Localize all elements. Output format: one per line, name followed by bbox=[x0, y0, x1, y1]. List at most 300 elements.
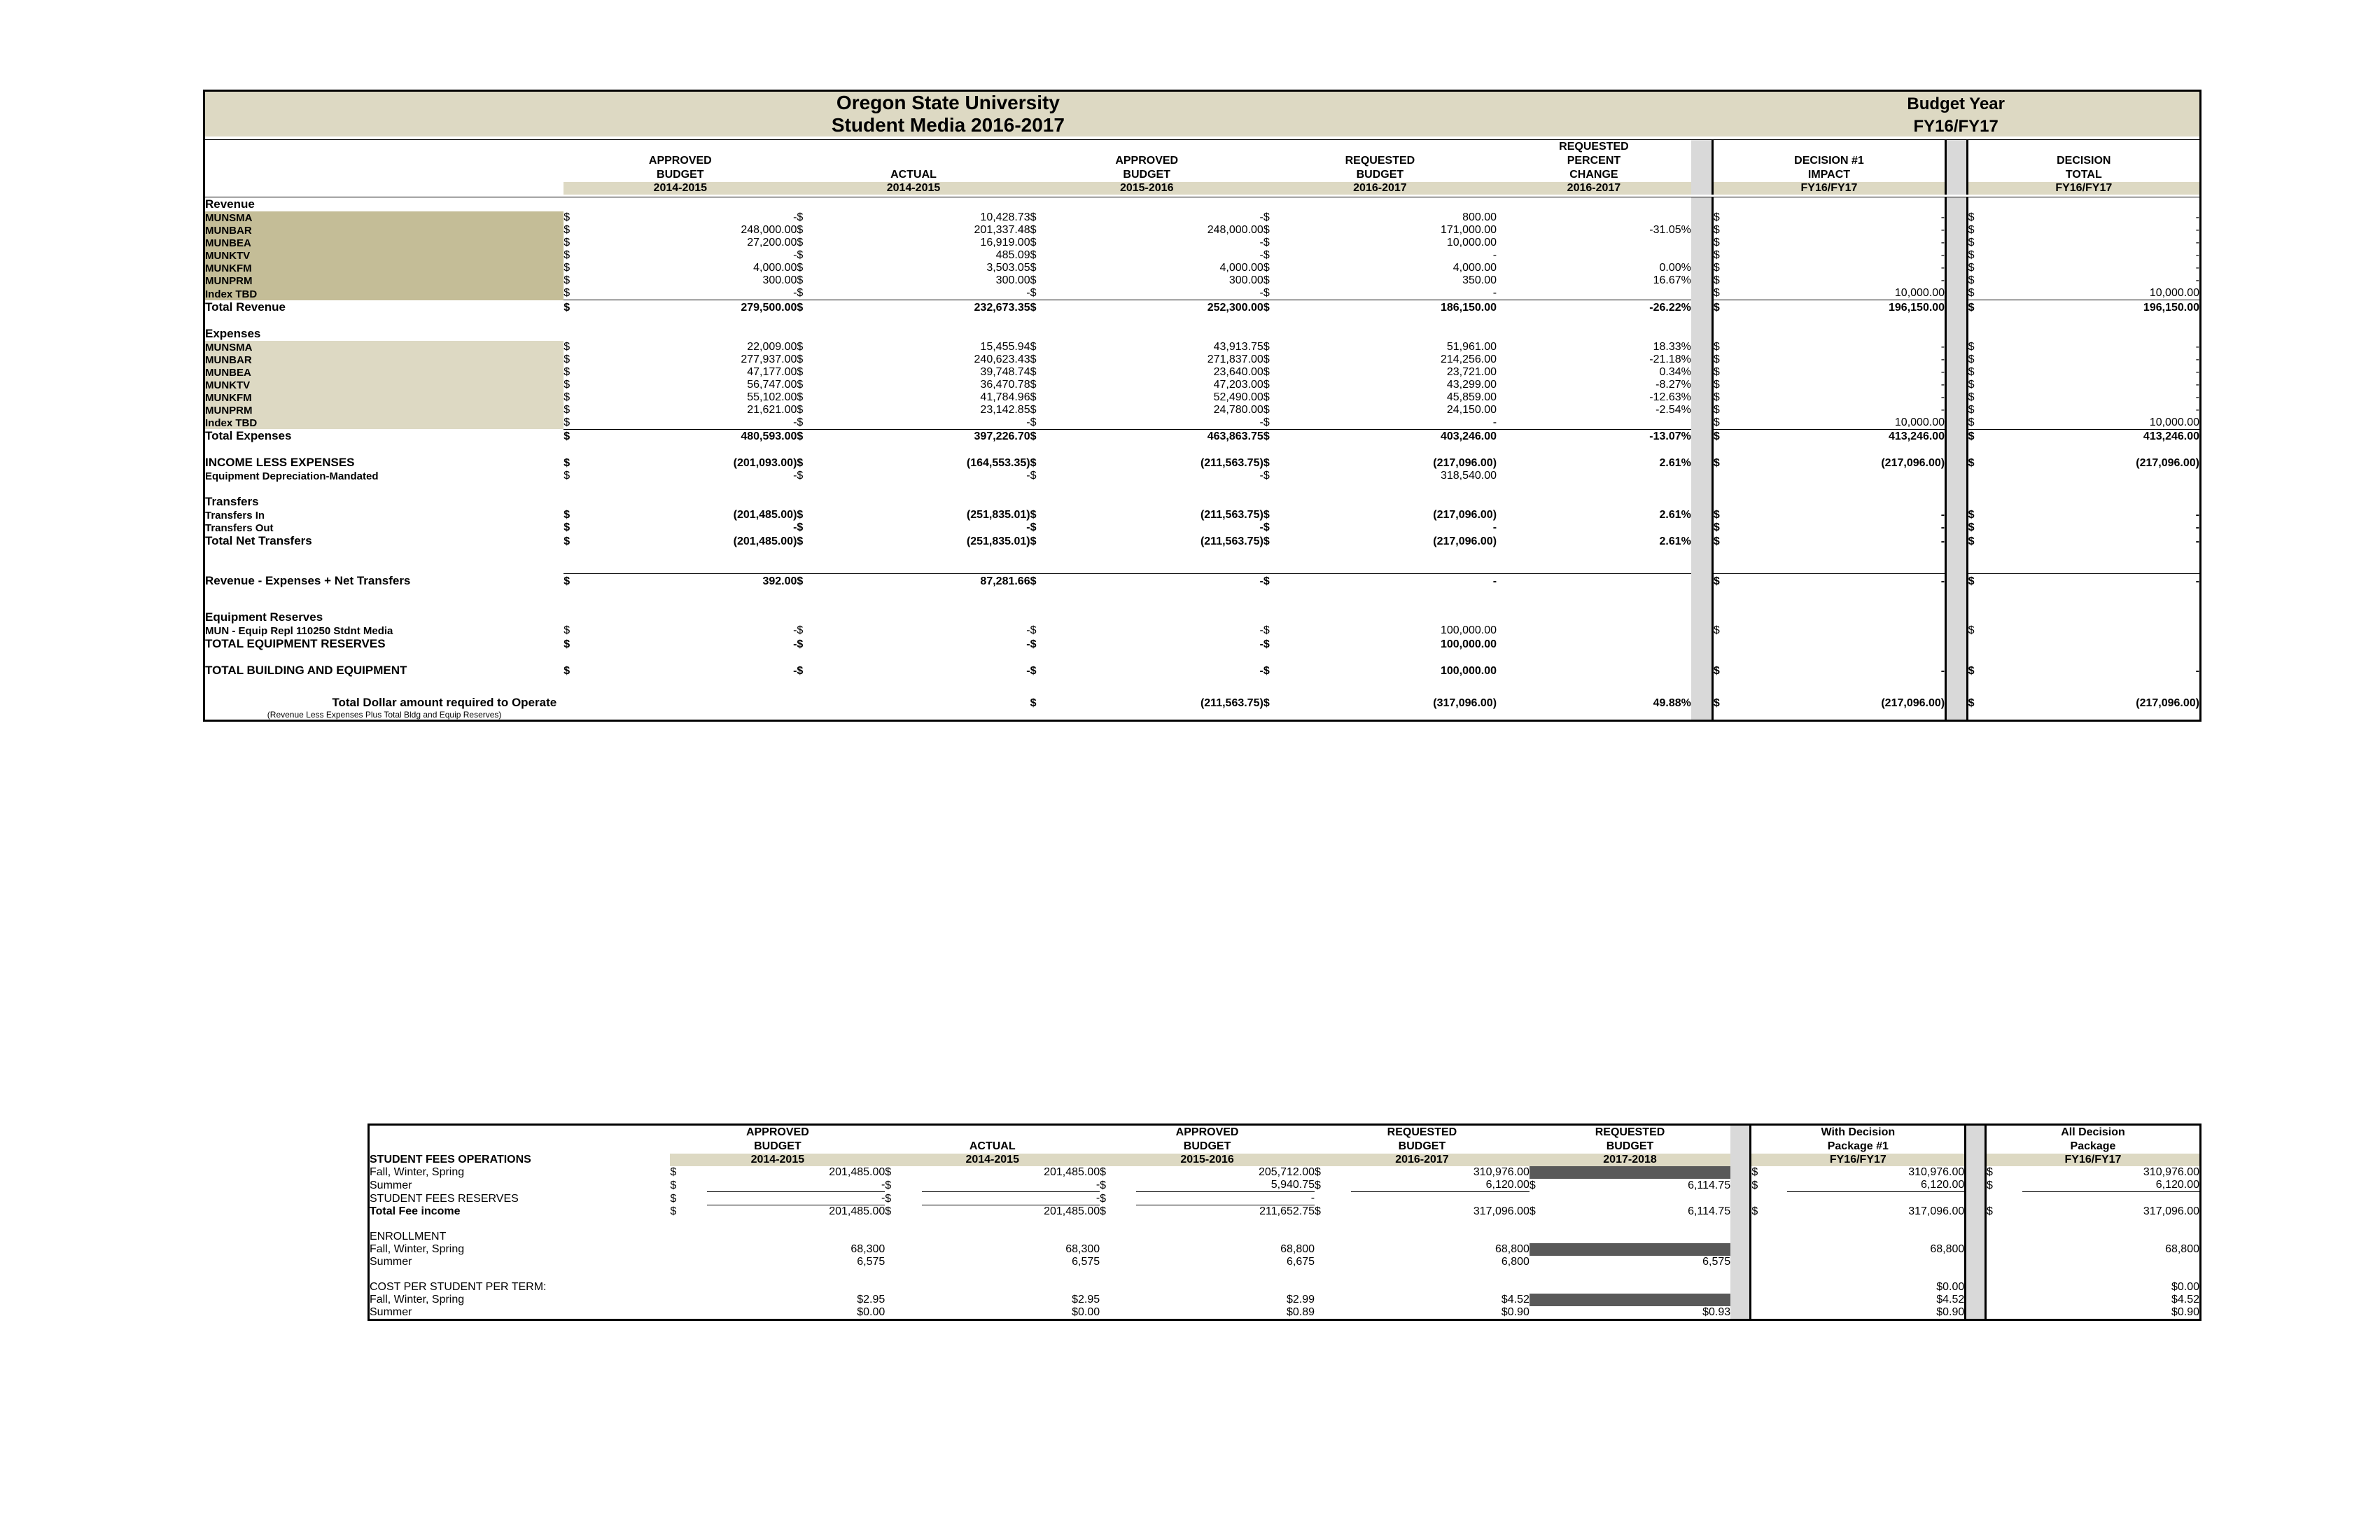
cell-decision-1: 196,150.00 bbox=[1751, 300, 1946, 314]
cell-decision-1: - bbox=[1940, 522, 1945, 533]
dollar-sign: $ bbox=[1030, 237, 1037, 248]
equip-repl-label: MUN - Equip Repl 110250 Stdnt Media bbox=[205, 624, 393, 637]
lcol2-year: 2015-2016 bbox=[1100, 1154, 1315, 1166]
cell-approved-2014: 392.00 bbox=[603, 574, 797, 588]
dollar-sign: $ bbox=[885, 1179, 892, 1191]
cell-decision-total: (217,096.00) bbox=[2136, 457, 2199, 469]
cell-approved-2014: 68,300 bbox=[850, 1243, 886, 1255]
cell-approved-2014: 56,747.00 bbox=[747, 378, 797, 391]
dollar-sign: $ bbox=[797, 416, 804, 428]
spacer bbox=[204, 443, 2201, 456]
dollar-sign: $ bbox=[1264, 300, 1303, 314]
dollar-sign: $ bbox=[1967, 249, 2006, 262]
dollar-sign: $ bbox=[1967, 341, 2006, 354]
dollar-sign: $ bbox=[1030, 403, 1037, 416]
cell-approved-2015: - bbox=[1259, 237, 1264, 248]
dollar-sign: $ bbox=[1263, 274, 1270, 286]
cell-percent-change: 18.33% bbox=[1653, 340, 1691, 353]
cell-requested-2016: 100,000.00 bbox=[1440, 638, 1497, 650]
dollar-sign: $ bbox=[1967, 354, 2006, 366]
cell-approved-2015: - bbox=[1069, 574, 1264, 588]
enrollment-fws-row bbox=[369, 1243, 2201, 1256]
dollar-sign: $ bbox=[1967, 429, 2006, 443]
dollar-sign: $ bbox=[1967, 456, 2006, 470]
lower-header-line1 bbox=[369, 1125, 2201, 1140]
dollar-sign: $ bbox=[1030, 262, 1037, 274]
cell-approved-2015: 23,640.00 bbox=[1213, 365, 1264, 378]
table-row bbox=[204, 274, 2201, 287]
dollar-sign: $ bbox=[1712, 274, 1751, 287]
cell-requested-2016: 171,000.00 bbox=[1440, 224, 1497, 236]
dollar-sign: $ bbox=[670, 1192, 677, 1205]
cell-actual-2014: 68,300 bbox=[1065, 1243, 1100, 1255]
cell-decision-1: 10,000.00 bbox=[1894, 287, 1945, 299]
cell-with-decision: $4.52 bbox=[1751, 1294, 1966, 1306]
dollar-sign: $ bbox=[1712, 287, 1751, 300]
total-revenue-row bbox=[204, 300, 2201, 314]
row-label: MUNPRM bbox=[204, 404, 564, 416]
dollar-sign: $ bbox=[1985, 1166, 2022, 1179]
cell-approved-2014: - bbox=[793, 249, 797, 261]
cost-summer-row bbox=[369, 1306, 2201, 1320]
cell-approved-2015: (211,563.75) bbox=[1200, 696, 1264, 709]
dollar-sign: $ bbox=[1967, 287, 2006, 300]
dollar-sign: $ bbox=[564, 340, 570, 353]
dollar-sign: $ bbox=[797, 274, 804, 286]
cell-actual-2014: 36,470.78 bbox=[980, 378, 1030, 391]
cell-approved-2014: 6,575 bbox=[857, 1256, 886, 1268]
cell-approved-2015: - bbox=[1259, 287, 1264, 299]
cell-requested-2016: 310,976.00 bbox=[1473, 1166, 1530, 1178]
dollar-sign: $ bbox=[1712, 391, 1751, 404]
dollar-sign: $ bbox=[1315, 1166, 1321, 1178]
table-row bbox=[204, 391, 2201, 404]
cell-requested-2016: 43,299.00 bbox=[1446, 378, 1497, 391]
cell-with-decision bbox=[1751, 1256, 1966, 1268]
cell-actual-2014: - bbox=[1026, 638, 1030, 650]
title-gap bbox=[1691, 91, 1713, 115]
col3-l3: BUDGET bbox=[1356, 169, 1404, 181]
dollar-sign: $ bbox=[1100, 1192, 1107, 1205]
dollar-sign: $ bbox=[1263, 365, 1270, 378]
col3-year: 2016-2017 bbox=[1264, 182, 1497, 195]
dollar-sign: $ bbox=[564, 522, 570, 533]
dollar-sign: $ bbox=[1967, 211, 2006, 224]
dollar-sign: $ bbox=[1030, 353, 1037, 365]
lcol0-year: 2014-2015 bbox=[670, 1154, 885, 1166]
col5-l2: DECISION #1 bbox=[1712, 154, 1945, 168]
fees-reserves-row bbox=[369, 1192, 2201, 1205]
dollar-sign: $ bbox=[1712, 416, 1751, 430]
cell-approved-2014: 277,937.00 bbox=[741, 353, 797, 365]
cell-decision-1: - bbox=[1940, 664, 1945, 677]
dollar-sign: $ bbox=[1712, 237, 1751, 249]
cell-requested-2016: 23,721.00 bbox=[1446, 365, 1497, 378]
col0-l1 bbox=[564, 140, 797, 155]
cell-approved-2015: 5,940.75 bbox=[1136, 1179, 1315, 1192]
cell-actual-2014: 485.09 bbox=[995, 249, 1030, 261]
dollar-sign: $ bbox=[1030, 664, 1037, 677]
cell-actual-2014: 232,673.35 bbox=[836, 300, 1030, 314]
enrollment-label: ENROLLMENT bbox=[370, 1231, 447, 1242]
cell-requested-2017: $0.93 bbox=[1702, 1306, 1731, 1318]
cell-decision-1: - bbox=[1751, 574, 1946, 588]
total-equipment-reserves-label: TOTAL EQUIPMENT RESERVES bbox=[205, 636, 386, 650]
cell-actual-2014: 201,485.00 bbox=[1044, 1205, 1100, 1217]
col-header-years bbox=[204, 182, 2201, 195]
cell-decision-total: - bbox=[2195, 522, 2199, 533]
dollar-sign: $ bbox=[797, 211, 804, 223]
spacer bbox=[369, 1268, 2201, 1281]
dollar-sign: $ bbox=[885, 1192, 892, 1205]
dollar-sign: $ bbox=[564, 509, 570, 521]
dollar-sign: $ bbox=[797, 470, 804, 482]
dollar-sign: $ bbox=[885, 1166, 892, 1178]
cell-approved-2015: - bbox=[1259, 624, 1264, 636]
cell-actual-2014: 397,226.70 bbox=[836, 429, 1030, 443]
dollar-sign: $ bbox=[1967, 300, 2006, 314]
col-header-line1 bbox=[204, 140, 2201, 155]
col4-l3: CHANGE bbox=[1569, 169, 1618, 181]
row-label: MUNSMA bbox=[204, 211, 564, 224]
cell-requested-2016: 100,000.00 bbox=[1440, 624, 1497, 636]
budget-table bbox=[203, 90, 2202, 722]
cell-decision-1: - bbox=[1940, 211, 1945, 223]
cell-approved-2015: 4,000.00 bbox=[1219, 262, 1264, 274]
dollar-sign: $ bbox=[797, 353, 804, 365]
expenses-section-header bbox=[204, 327, 2201, 341]
cell-requested-2016: $0.90 bbox=[1501, 1306, 1530, 1318]
cell-approved-2015: 52,490.00 bbox=[1213, 391, 1264, 403]
dollar-sign: $ bbox=[1967, 416, 2006, 430]
cell-actual-2014: - bbox=[1026, 470, 1030, 482]
dollar-sign: $ bbox=[564, 624, 570, 636]
cell-approved-2014: - bbox=[793, 470, 797, 482]
cell-percent-change: -12.63% bbox=[1649, 391, 1691, 403]
revenue-label: Revenue bbox=[205, 197, 255, 211]
subtitle-gap bbox=[1691, 114, 1713, 136]
row-label: MUNKTV bbox=[204, 249, 564, 262]
dollar-sign: $ bbox=[1315, 1179, 1321, 1191]
cell-actual-2014: $2.95 bbox=[1072, 1294, 1100, 1306]
cell-actual-2014: 201,337.48 bbox=[974, 224, 1030, 236]
cost-header-row bbox=[369, 1281, 2201, 1294]
lcol3-l2: BUDGET bbox=[1398, 1140, 1446, 1152]
dollar-sign: $ bbox=[1263, 353, 1270, 365]
cell-approved-2014: 47,177.00 bbox=[747, 365, 797, 378]
dollar-sign: $ bbox=[1967, 274, 2006, 287]
cell-requested-2016: 214,256.00 bbox=[1440, 353, 1497, 365]
cell-approved-2015: 271,837.00 bbox=[1207, 353, 1264, 365]
dollar-sign: $ bbox=[564, 536, 570, 547]
dollar-sign: $ bbox=[564, 470, 570, 482]
dollar-sign: $ bbox=[1712, 429, 1751, 443]
lcol1-year: 2014-2015 bbox=[885, 1154, 1100, 1166]
dollar-sign: $ bbox=[1751, 1179, 1787, 1192]
dollar-sign: $ bbox=[1030, 340, 1037, 353]
cell-with-decision: $0.00 bbox=[1751, 1281, 1966, 1294]
table-row bbox=[204, 249, 2201, 262]
row-label: MUNSMA bbox=[204, 341, 564, 354]
cell-actual-2014: $0.00 bbox=[1072, 1306, 1100, 1318]
cell-requested-2017: 6,575 bbox=[1702, 1256, 1731, 1268]
total-net-transfers-label: Total Net Transfers bbox=[205, 534, 312, 547]
row-label: MUNBEA bbox=[204, 237, 564, 249]
spacer bbox=[369, 1218, 2201, 1231]
table-row bbox=[204, 404, 2201, 416]
cell-percent-change bbox=[1497, 664, 1691, 678]
dollar-sign: $ bbox=[564, 211, 570, 223]
cell-percent-change: 49.88% bbox=[1653, 696, 1691, 709]
transfers-in-row bbox=[204, 509, 2201, 522]
cell-actual-2014: 39,748.74 bbox=[980, 365, 1030, 378]
dollar-sign: $ bbox=[1030, 249, 1037, 261]
cell-requested-2016: (217,096.00) bbox=[1433, 536, 1497, 547]
cell-approved-2014: - bbox=[793, 416, 797, 428]
dollar-sign: $ bbox=[797, 536, 804, 547]
cell-decision-1: 10,000.00 bbox=[1894, 416, 1945, 428]
dollar-sign: $ bbox=[1967, 404, 2006, 416]
col1-l1 bbox=[797, 140, 1030, 155]
cell-approved-2014: - bbox=[793, 522, 797, 533]
dollar-sign: $ bbox=[797, 574, 836, 588]
dollar-sign: $ bbox=[797, 224, 804, 236]
total-equipment-reserves-row bbox=[204, 637, 2201, 651]
cell-with-decision: 317,096.00 bbox=[1908, 1205, 1965, 1217]
cell-all-decision: 6,120.00 bbox=[2022, 1179, 2201, 1192]
dollar-sign: $ bbox=[797, 300, 836, 314]
net-row-label: Revenue - Expenses + Net Transfers bbox=[205, 573, 411, 587]
cell-approved-2014: (201,093.00) bbox=[733, 457, 797, 469]
cell-decision-1: - bbox=[1940, 509, 1945, 521]
dollar-sign: $ bbox=[797, 249, 804, 261]
dollar-sign: $ bbox=[1751, 1205, 1787, 1219]
table-row bbox=[204, 341, 2201, 354]
total-operate-note: (Revenue Less Expenses Plus Total Bldg and Equip Reserves) bbox=[267, 709, 502, 720]
col4-l2: PERCENT bbox=[1567, 155, 1621, 167]
dollar-sign: $ bbox=[1263, 624, 1270, 636]
lcol6-year: FY16/FY17 bbox=[1985, 1154, 2200, 1166]
lcol3-year: 2016-2017 bbox=[1315, 1154, 1530, 1166]
dollar-sign: $ bbox=[1712, 341, 1751, 354]
cell-approved-2014: 4,000.00 bbox=[753, 262, 797, 274]
dollar-sign: $ bbox=[797, 509, 804, 521]
cell-requested-2016: 350.00 bbox=[1462, 274, 1497, 286]
cell-decision-1: - bbox=[1940, 536, 1945, 547]
unit-title: Student Media 2016-2017 bbox=[204, 114, 1691, 136]
cell-percent-change: 0.00% bbox=[1659, 262, 1691, 274]
dollar-sign: $ bbox=[1712, 262, 1751, 274]
row-label: MUNPRM bbox=[204, 274, 564, 287]
dollar-sign: $ bbox=[1712, 404, 1751, 416]
spacer bbox=[204, 561, 2201, 574]
cell-decision-total: - bbox=[2195, 262, 2199, 274]
dollar-sign: $ bbox=[1712, 534, 1751, 548]
cell-decision-1: - bbox=[1940, 403, 1945, 416]
dollar-sign: $ bbox=[1263, 522, 1270, 533]
dollar-sign: $ bbox=[670, 1179, 677, 1191]
cell-requested-2016: 24,150.00 bbox=[1446, 403, 1497, 416]
dollar-sign: $ bbox=[1263, 696, 1270, 709]
table-row bbox=[204, 379, 2201, 391]
cell-approved-2014: 201,485.00 bbox=[829, 1166, 886, 1178]
col3-l1 bbox=[1264, 140, 1497, 155]
row-label: MUNKFM bbox=[204, 262, 564, 274]
dollar-sign: $ bbox=[564, 378, 570, 391]
col5-l3: IMPACT bbox=[1712, 168, 1945, 182]
dollar-sign: $ bbox=[1967, 224, 2006, 237]
dollar-sign: $ bbox=[1263, 340, 1270, 353]
cell-all-decision: 310,976.00 bbox=[2143, 1166, 2199, 1178]
cell-actual-2014: (251,835.01) bbox=[966, 536, 1030, 547]
dollar-sign: $ bbox=[564, 429, 603, 443]
dollar-sign: $ bbox=[1967, 522, 2006, 534]
cell-approved-2014: - bbox=[707, 1192, 886, 1205]
col6-year: FY16/FY17 bbox=[1967, 182, 2200, 195]
cell-approved-2014: 300.00 bbox=[762, 274, 797, 286]
cell-approved-2015: - bbox=[1259, 664, 1264, 677]
cell-with-decision: $0.90 bbox=[1751, 1306, 1966, 1320]
cell-percent-change bbox=[1497, 287, 1691, 300]
cell-all-decision: $0.90 bbox=[1985, 1306, 2200, 1320]
cell-actual-2014: (251,835.01) bbox=[966, 509, 1030, 521]
cell-decision-1: - bbox=[1940, 274, 1945, 286]
dollar-sign: $ bbox=[564, 262, 570, 274]
cell-approved-2015: (211,563.75) bbox=[1200, 457, 1264, 469]
summer-label: Summer bbox=[370, 1179, 412, 1191]
cell-requested-2016: (217,096.00) bbox=[1433, 457, 1497, 469]
transfers-in-label: Transfers In bbox=[205, 510, 265, 522]
dollar-sign: $ bbox=[564, 365, 570, 378]
cell-decision-1: - bbox=[1940, 391, 1945, 403]
cell-with-decision: 310,976.00 bbox=[1908, 1166, 1965, 1178]
dollar-sign: $ bbox=[1030, 470, 1037, 482]
dollar-sign: $ bbox=[797, 287, 804, 299]
cell-actual-2014: 201,485.00 bbox=[1044, 1166, 1100, 1178]
cell-percent-change bbox=[1497, 574, 1691, 588]
dollar-sign: $ bbox=[1263, 403, 1270, 416]
dollar-sign: $ bbox=[1263, 262, 1270, 274]
dollar-sign: $ bbox=[564, 353, 570, 365]
cell-approved-2014: - bbox=[793, 624, 797, 636]
cell-decision-total bbox=[2006, 624, 2201, 637]
enrollment-header-row bbox=[369, 1231, 2201, 1243]
col2-l2: APPROVED bbox=[1115, 155, 1179, 167]
total-net-transfers-row bbox=[204, 534, 2201, 548]
student-fees-reserves-label: STUDENT FEES RESERVES bbox=[370, 1192, 519, 1205]
lower-header-line2 bbox=[369, 1140, 2201, 1154]
dollar-sign: $ bbox=[1712, 522, 1751, 534]
cell-actual-2014: - bbox=[1026, 624, 1030, 636]
dollar-sign: $ bbox=[1263, 457, 1270, 469]
dollar-sign: $ bbox=[1967, 574, 2006, 588]
total-fee-income-row bbox=[369, 1205, 2201, 1219]
row-label: Index TBD bbox=[204, 287, 564, 300]
cell-approved-2015: - bbox=[1259, 416, 1264, 428]
dollar-sign: $ bbox=[797, 429, 836, 443]
cell-requested-2016: (317,096.00) bbox=[1433, 696, 1497, 709]
dollar-sign: $ bbox=[564, 403, 570, 416]
cell-approved-2014: - bbox=[793, 664, 797, 677]
dollar-sign: $ bbox=[1967, 237, 2006, 249]
budget-year-value: FY16/FY17 bbox=[1712, 114, 2200, 136]
dollar-sign: $ bbox=[1263, 211, 1270, 223]
total-expenses-row bbox=[204, 429, 2201, 443]
cell-requested-2016: 317,096.00 bbox=[1473, 1205, 1530, 1217]
cell-actual-2014: 41,784.96 bbox=[980, 391, 1030, 403]
cell-approved-2015: (211,563.75) bbox=[1200, 536, 1264, 547]
cell-decision-total: (217,096.00) bbox=[2136, 696, 2199, 709]
equipment-reserves-label: Equipment Reserves bbox=[205, 610, 323, 624]
title-row bbox=[204, 91, 2201, 115]
lcol1-l1 bbox=[885, 1125, 1100, 1140]
dollar-sign: $ bbox=[1712, 456, 1751, 470]
cell-approved-2014: - bbox=[793, 211, 797, 223]
cell-approved-2014: 55,102.00 bbox=[747, 391, 797, 403]
total-building-label: TOTAL BUILDING AND EQUIPMENT bbox=[205, 663, 407, 677]
dollar-sign: $ bbox=[1315, 1205, 1321, 1217]
dollar-sign: $ bbox=[1263, 249, 1270, 261]
table-row bbox=[204, 354, 2201, 366]
cell-decision-total: - bbox=[2195, 664, 2199, 677]
cell-approved-2014: 27,200.00 bbox=[747, 237, 797, 248]
row-label: MUNKTV bbox=[204, 379, 564, 391]
cell-percent-change: 16.67% bbox=[1653, 274, 1691, 286]
dollar-sign: $ bbox=[1263, 378, 1270, 391]
cell-actual-2014: (164,553.35) bbox=[966, 457, 1030, 469]
table-row bbox=[204, 366, 2201, 379]
expenses-label: Expenses bbox=[205, 326, 261, 340]
cell-with-decision: 6,120.00 bbox=[1787, 1179, 1966, 1192]
cell-decision-total: 196,150.00 bbox=[2006, 300, 2201, 314]
col1-l2 bbox=[797, 154, 1030, 168]
dollar-sign: $ bbox=[1264, 429, 1303, 443]
main-budget-block bbox=[203, 90, 2202, 722]
budget-year-label: Budget Year bbox=[1712, 91, 2200, 115]
dollar-sign: $ bbox=[1985, 1205, 2022, 1219]
dollar-sign: $ bbox=[1985, 1179, 2022, 1192]
lcol5-year: FY16/FY17 bbox=[1751, 1154, 1966, 1166]
lcol5-l1: With Decision bbox=[1751, 1125, 1966, 1140]
cell-requested-2016: 318,540.00 bbox=[1440, 470, 1497, 482]
total-fee-label: Total Fee income bbox=[370, 1205, 461, 1217]
cell-actual-2014: 23,142.85 bbox=[980, 403, 1030, 416]
cell-actual-2014: 300.00 bbox=[995, 274, 1030, 286]
cell-requested-2016: - bbox=[1492, 287, 1497, 299]
dollar-sign: $ bbox=[564, 287, 570, 299]
cell-actual-2014: - bbox=[1026, 287, 1030, 299]
dollar-sign: $ bbox=[797, 624, 804, 636]
cell-decision-total: - bbox=[2195, 378, 2199, 391]
cell-decision-1: - bbox=[1940, 237, 1945, 248]
dollar-sign: $ bbox=[1100, 1166, 1107, 1178]
cell-all-decision bbox=[1985, 1256, 2200, 1268]
dollar-sign: $ bbox=[564, 457, 570, 469]
cell-approved-2014: 480,593.00 bbox=[603, 429, 797, 443]
dollar-sign: $ bbox=[797, 403, 804, 416]
summer-label: Summer bbox=[370, 1306, 412, 1318]
dollar-sign: $ bbox=[1264, 574, 1303, 588]
dollar-sign: $ bbox=[1263, 224, 1270, 236]
cell-decision-total: - bbox=[2195, 274, 2199, 286]
cell-approved-2014: 22,009.00 bbox=[747, 340, 797, 353]
dollar-sign: $ bbox=[1751, 1166, 1787, 1179]
cell-all-decision: $4.52 bbox=[1985, 1294, 2200, 1306]
dollar-sign: $ bbox=[797, 522, 804, 533]
table-row bbox=[204, 224, 2201, 237]
dollar-sign: $ bbox=[1030, 696, 1037, 709]
cell-approved-2014: 21,621.00 bbox=[747, 403, 797, 416]
